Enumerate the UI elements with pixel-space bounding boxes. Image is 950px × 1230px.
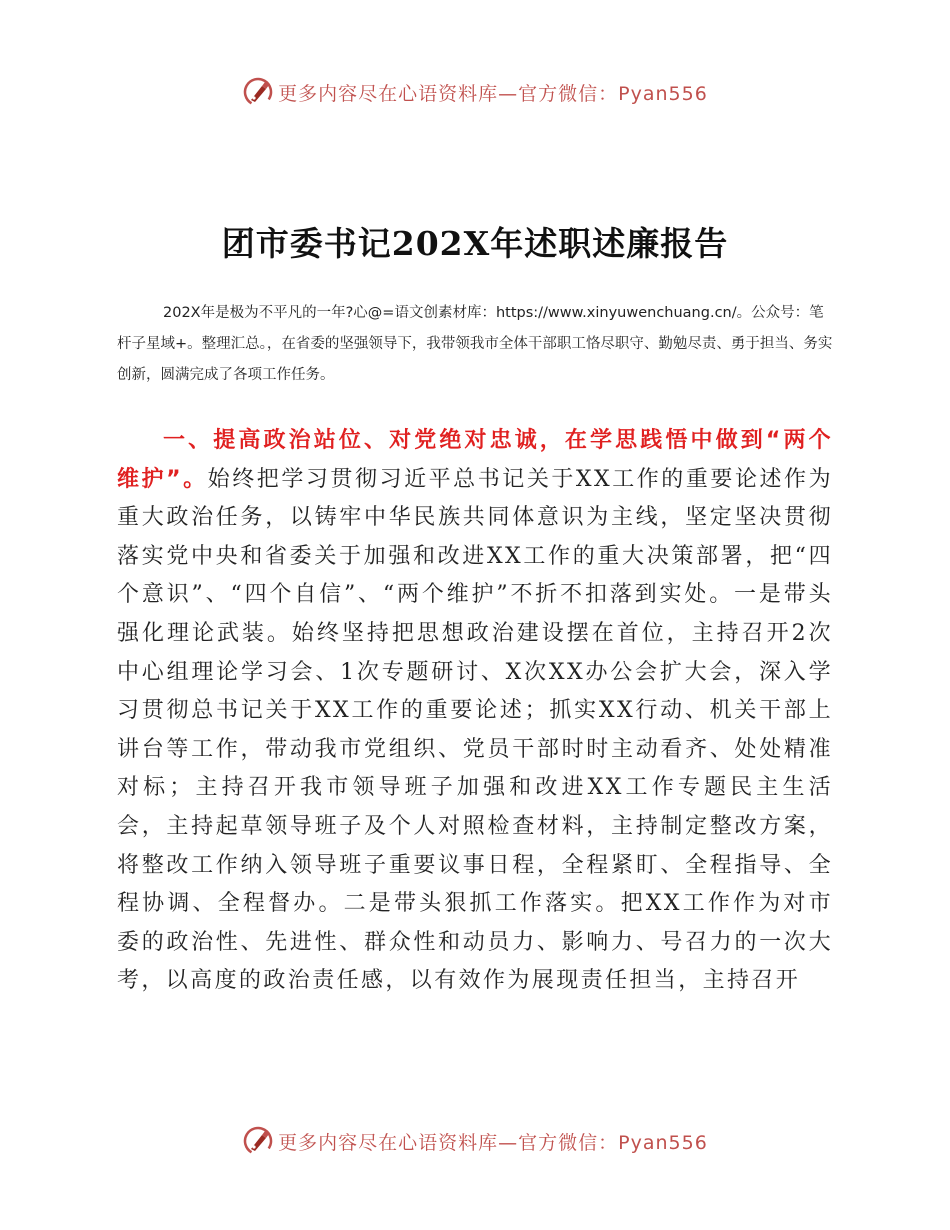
watermark-text-bottom: 更多内容尽在心语资料库—官方微信：Pyan556	[278, 1131, 708, 1154]
pen-nib-icon	[242, 1125, 274, 1157]
watermark-text-top: 更多内容尽在心语资料库—官方微信：Pyan556	[278, 82, 708, 105]
watermark-banner-top	[0, 72, 950, 112]
section-1-body: 始终把学习贯彻习近平总书记关于XX工作的重要论述作为重大政治任务，以铸牢中华民族共同体意识为主线，坚定坚决贯彻落实党中央和省委关于加强和改进XX工作的重大决策部署，把“四个意识”、“四个自信”、“两个维护”不折不扣落到实处。一是带头强化理论武装。始终坚持把思想政治建设摆在首位，主持召开2次中心组理论学习会、1次专题研讨、X次XX办公会扩大会，深入学习贯彻总书记关于XX工作的重要论述；抓实XX行动、机关干部上讲台等工作，带动我市党组织、党员干部时时主动看齐、处处精准对标；主持召开我市领导班子加强和改进XX工作专题民主生活会，主持起草领导班子及个人对照检查材料，主持制定整改方案，将整改工作纳入领导班子重要议事日程，全程紧盯、全程指导、全程协调、全程督办。二是带头狠抓工作落实。把XX工作作为对市委的政治性、先进性、群众性和动员力、影响力、号召力的一次大考，以高度的政治责任感，以有效作为展现责任担当，主持召开	[117, 466, 834, 994]
pen-nib-icon	[242, 76, 274, 108]
section-1-paragraph	[117, 422, 833, 1001]
intro-paragraph: 202X年是极为不平凡的一年?心@=语文创素材库：https://www.xinyuwenchuang.cn/。公众号：笔杆子星域+。整理汇总。，在省委的坚强领导下，我带领我市全体干部职工恪尽职守、勤勉尽责、勇于担当、务实创新，圆满完成了各项工作任务。	[117, 305, 833, 383]
document-title: 团市委书记202X年述职述廉报告	[221, 224, 729, 263]
watermark-banner-bottom	[0, 1121, 950, 1161]
section-1-heading: 一、提高政治站位、对党绝对忠诚，在学思践悟中做到“两个维护”。	[117, 428, 833, 492]
